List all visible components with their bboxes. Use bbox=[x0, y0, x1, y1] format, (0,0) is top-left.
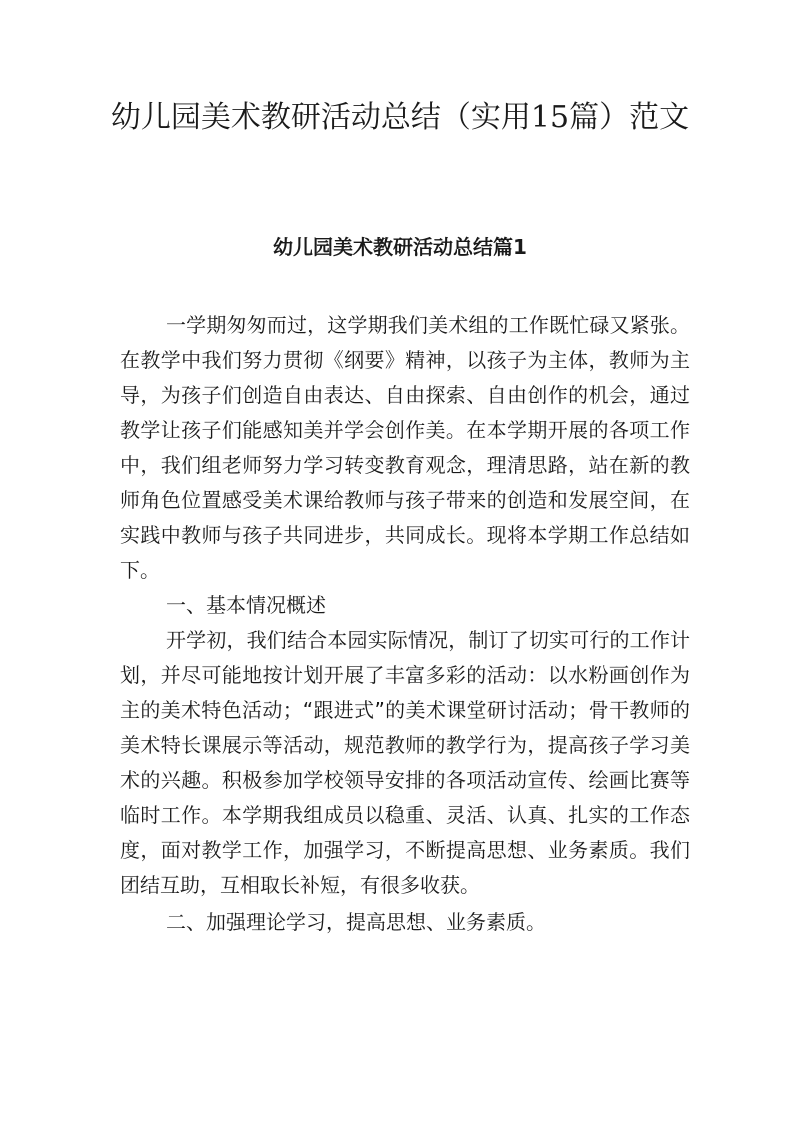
document-subtitle: 幼儿园美术教研活动总结篇1 bbox=[273, 235, 527, 259]
paragraph-section-1: 开学初，我们结合本园实际情况，制订了切实可行的工作计划，并尽可能地按计划开展了丰富多彩的活动：以水粉画创作为主的美术特色活动；“跟进式”的美术课堂研讨活动；骨干教师的美术特长课展示等活动，规范教师的教学行为，提高孩子学习美术的兴趣。积极参加学校领导安排的各项活动宣传、绘画比赛等临时工作。本学期我组成员以稳重、灵活、认真、扎实的工作态度，面对教学工作，加强学习，不断提高思想、业务素质。我们团结互助，互相取长补短，有很多收获。 bbox=[120, 628, 690, 897]
document-body bbox=[120, 308, 690, 940]
section-heading-1: 一、基本情况概述 bbox=[166, 593, 326, 617]
paragraph-intro: 一学期匆匆而过，这学期我们美术组的工作既忙碌又紧张。在教学中我们努力贯彻《纲要》精神，以孩子为主体，教师为主导，为孩子们创造自由表达、自由探索、自由创作的机会，通过教学让孩子们能感知美并学会创作美。在本学期开展的各项工作中，我们组老师努力学习转变教育观念，理清思路，站在新的教师角色位置感受美术课给教师与孩子带来的创造和发展空间，在实践中教师与孩子共同进步，共同成长。现将本学期工作总结如下。 bbox=[120, 313, 690, 582]
document-title: 幼儿园美术教研活动总结（实用15篇）范文 bbox=[110, 100, 690, 135]
section-heading-2: 二、加强理论学习，提高思想、业务素质。 bbox=[166, 910, 546, 934]
